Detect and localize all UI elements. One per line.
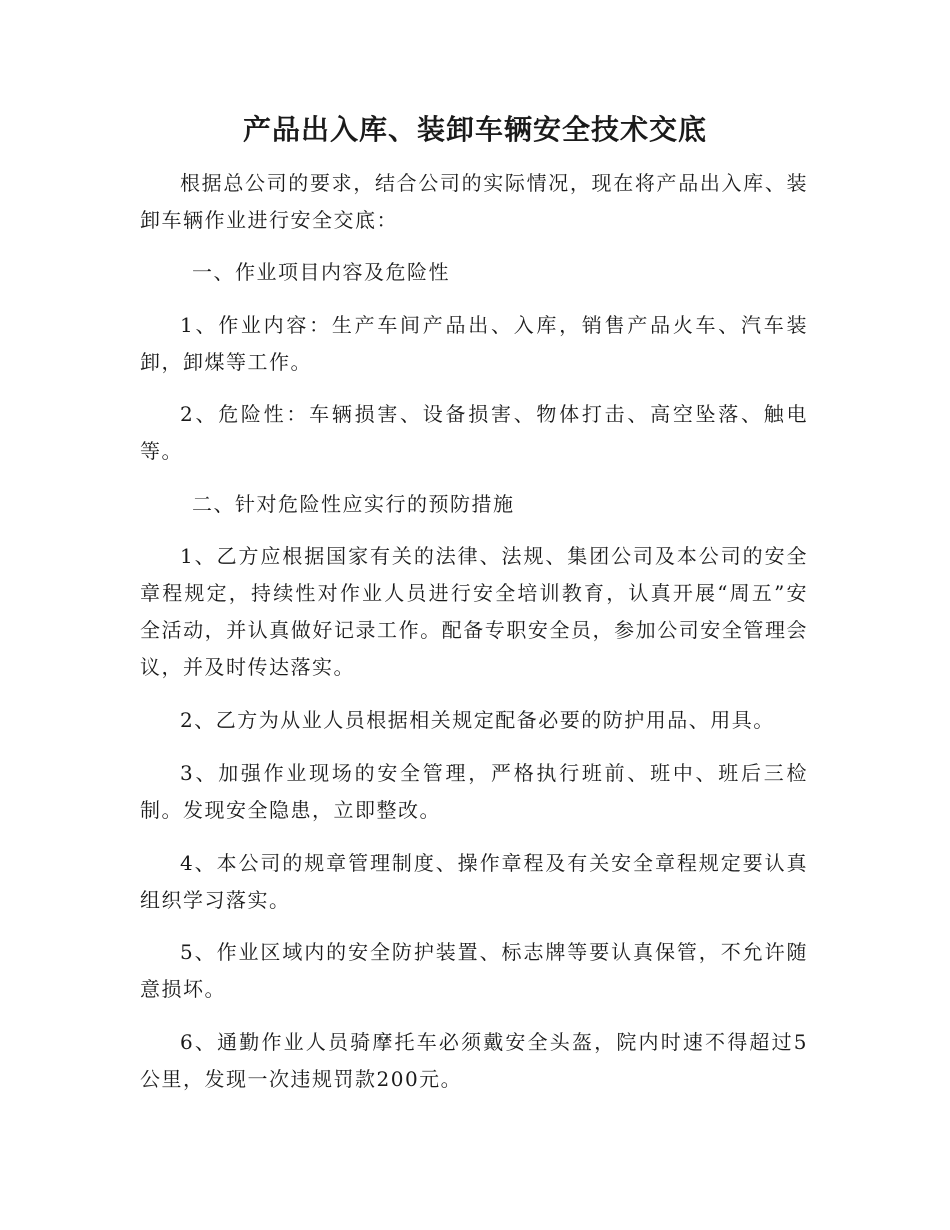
section-2-item-1: 1、乙方应根据国家有关的法律、法规、集团公司及本公司的安全章程规定，持续性对作业人员进行安全培训教育，认真开展“周五”安全活动，并认真做好记录工作。配备专职安全员，参加公司安全管理会议，并及时传达落实。 [140,544,808,679]
section-1-item-2: 2、危险性：车辆损害、设备损害、物体打击、高空坠落、触电等。 [140,402,808,463]
section-1-heading: 一、作业项目内容及危险性 [192,260,450,284]
document-title: 产品出入库、装卸车辆安全技术交底 [242,113,707,146]
section-2-item-2: 2、乙方为从业人员根据相关规定配备必要的防护用品、用具。 [180,708,775,732]
section-2-item-6: 6、通勤作业人员骑摩托车必须戴安全头盔，院内时速不得超过5公里，发现一次违规罚款200元。 [140,1030,808,1091]
section-2-item-4: 4、本公司的规章管理制度、操作章程及有关安全章程规定要认真组织学习落实。 [140,851,808,912]
section-1-item-1: 1、作业内容：生产车间产品出、入库，销售产品火车、汽车装卸，卸煤等工作。 [140,313,808,374]
intro-paragraph: 根据总公司的要求，结合公司的实际情况，现在将产品出入库、装卸车辆作业进行安全交底： [140,171,808,232]
section-2-heading: 二、针对危险性应实行的预防措施 [192,492,515,516]
section-2-item-3: 3、加强作业现场的安全管理，严格执行班前、班中、班后三检制。发现安全隐患，立即整改。 [140,761,808,822]
section-2-item-5: 5、作业区域内的安全防护装置、标志牌等要认真保管，不允许随意损坏。 [140,940,808,1001]
